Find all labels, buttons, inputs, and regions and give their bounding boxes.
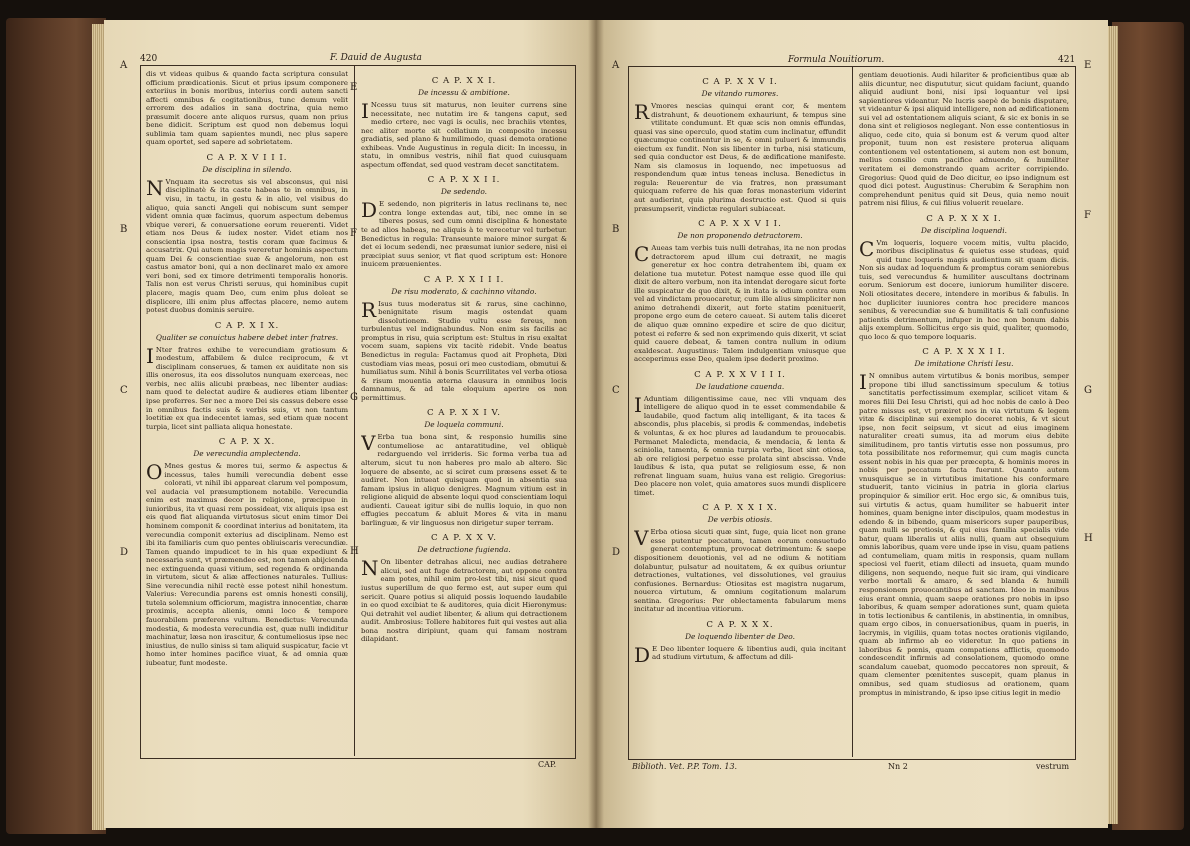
left-margin-letter-b: B xyxy=(120,224,128,235)
chapter-heading: C A P. X X V I I I. xyxy=(694,369,786,380)
paragraph-text: N omnibus autem virtutibus & bonis moribus, semper propone tibi illud sanctissimum speculum & totius sanctitatis perfectissimum exemplar, scilicet vitam & mores filii Dei Iesu Christi, qui ad hoc nobis de cælo à Deo patre missus est, vt præiret nos in via virtutum & legem vitæ & disciplinæ sui exemplo doceret nobis, & vt sicut ipse, non fecit seipsum, vt sicut ad eius imaginem naturaliter creati sumus, ita ad morum eius debite similitudinem, pro tantis virtutis esse non possumus, pro tota possibilitate nos reformemur, qui cum magis cuncta essent nobis in his quæ per præcepta, & hominis mores in nobis per peccatum facta fuerunt. Quanto autem vnusquisque se in virtutibus imitatione his conformare studuerit, tanto vicinius in patria in gloria clarius propinquior & similior erit. Hoc ergo sic, & omnibus tuis, sui virtutis & actus, quam humiliter se habuerit inter homines, quam benigne inter discipulos, quam modestus in edendo & in bibendo, quam misericors super pauperibus, quam nulli se pretiosis, & qui eius familia specialis vide batur, quam liberalis ut aliis nulli, quam aut obsequium omnis laboribus, quam vere unde ipse in visu, quam patiens ad contumeliam, quam mitis in responsis, quam nullam speciosi vel fuerit, etiam dilecti ad insueta, quam mundo diligens, non sequendo, neque fuit sic iram, qui vindicare verbo mortali & amaro, & sed blanda & humili responsionem prouocantibus ad sanctam. Ideo in manibus eius erant omnia, quam saepe orationes pro nobis in ipso laboribus, & quam semper adorationes sunt, quam quieta in totis lectionibus & cantilenis, in abstinentia, in omnibus, quam ergo cibos, in conuersationibus, quam in pueris, in lacrymis, in vigiliis, quam totas noctes orationis vigilando, quam ab infirmo ab eo videretur. In quo patiens in laboribus & pœnis, quam compatiens afflictis, quomodo condescendit infirmis ad consolationem, quomodo omne scandalum cauebat, quomodo peccatores non spreuit, & quam clementer pœnitentes suscepit, quam planus in omnibus, sed quam studiosus ad orationem, quam promptus in ministrando, & ipso ipse citius legit in medio xyxy=(859,372,1069,697)
initial-letter: D xyxy=(634,642,651,667)
chapter-subtitle: De non proponendo detractorem. xyxy=(677,231,803,241)
chapter-heading: C A P. X X I I. xyxy=(427,175,501,186)
chapter-subtitle: De loquendo libenter de Deo. xyxy=(685,631,795,641)
initial-letter: I xyxy=(361,99,369,123)
book-gutter xyxy=(588,20,604,828)
right-margin-letter-b: B xyxy=(612,224,620,235)
right-page xyxy=(596,20,1108,828)
right-footer-note: Biblioth. Vet. P.P. Tom. 13. xyxy=(632,762,738,771)
chapter-subtitle: De incessu & ambitione. xyxy=(418,88,510,97)
left-column-2 xyxy=(361,70,567,754)
chapter-subtitle: De loquela communi. xyxy=(424,420,504,430)
left-page xyxy=(104,20,596,828)
chapter-subtitle: De laudatione cauenda. xyxy=(695,381,785,391)
paragraph xyxy=(634,528,846,613)
paragraph-text: Ncessu tuus sit maturus, non leuiter currens sine necessitate, nec nutatim ire & tangens caput, sed medio crtere, nec vagi is oculis, nec brachiis vtentes, nec aliter morte sit collatium in composito incessu gradiatis, sed plano & humilimodo, quasi demota oratione exhibeas. Vnde Augustinus in regula dicit: In incessu, in statu, in omnibus vestris, nihil fiat quod cuiusquam aspectum offendat, sed quod vestram decet sanctitatem. xyxy=(361,101,567,169)
right-margin-letter-h: H xyxy=(1084,533,1093,544)
paragraph xyxy=(859,71,1069,208)
initial-letter: N xyxy=(146,175,164,200)
paragraph xyxy=(146,343,348,431)
chapter-heading: C A P. X X V I. xyxy=(702,77,778,87)
right-margin-letter-g: G xyxy=(1084,385,1092,396)
initial-letter: I xyxy=(634,392,642,417)
chapter-subtitle: De verecundia amplectenda. xyxy=(193,449,301,459)
left-column-rule xyxy=(354,66,355,756)
paragraph-text: E Deo libenter loquere & libentius audi, quia incitant ad studium virtutum, & affectum ad dili- xyxy=(652,644,846,662)
left-running-head: F. Dauid de Augusta xyxy=(330,53,422,63)
left-column-1 xyxy=(146,70,348,754)
initial-letter: C xyxy=(859,236,875,261)
chapter-subtitle: De detractione fugienda. xyxy=(417,545,511,555)
paragraph xyxy=(361,558,567,643)
chapter-heading: C A P. X X V. xyxy=(431,533,497,544)
paragraph-text: Nter fratres exhibe te verecundiam gratiosum & modestum, affabilem & dulce reciprocum, & vt disciplinam conserues, & tamen ex auiditate non sis illis onerosus, ita eos dissolutos nunquam exerceas, nec verbis, nec aliis alicubi præbeas, nec libenter audias: nam quod te delectat audire & audieres etiam libenter ipse proferres. Ser nec a more Dei sis cassus debere esse in omnibus factis suis & verbis suis, vt non tantum loetitiæ ex qua indecentet iamas, sed etiam quæ nocent turpia, licet sint palliata aliqua honestate. xyxy=(146,345,348,431)
chapter-heading: C A P. X V I I I. xyxy=(206,152,288,163)
right-cover-edge xyxy=(1112,22,1184,830)
initial-letter: N xyxy=(361,556,379,581)
initial-letter: V xyxy=(634,526,649,551)
right-page-number: 421 xyxy=(1058,55,1076,65)
paragraph-text: dis vt videas quibus & quando facta scriptura consulat officium prædicationis. Sicut et prius ipsum componere exteriius in bonis moribus, interius cordi autem sancti affecti omnibus & cogitationibus, tunc demum velit errorem des adalios in sana doctrina, quia nemo præsumit docere ante aliquos rursus, quam non prius bene didicit. Scriptum est quod non debemus loqui sublimia tam quam sapientes mundi, nec plus sapere quam oportet, sed sapere ad sobrietatem. xyxy=(146,70,348,147)
initial-letter: R xyxy=(361,297,377,322)
paragraph xyxy=(634,392,846,498)
chapter-subtitle: De vitando rumores. xyxy=(701,89,779,98)
paragraph-text: Mnes gestus & mores tui, sermo & aspectus & incessus, tales humili verecundia debent esse colorati, vt nihil ibi appareat clarum vel pomposum, vel audacia vel præsumptionem notabile. Verecundia enim est maximus decor in religione, præcipue in iunioribus, ita vt quasi rem possideat, vix aliquis ipsa est eis quod fiat aliquanda virtutosus sicut enim timor Dei hominem componit & coordinat interius ad bonitatem, ita verecundia componit exterius ad disciplinam. Nemo est ibi ita familiaris cum quo pentes obliuiscaris verecundiæ. Tamen quando impudicet te in his quæ expediunt & necessaria sunt, vt præmendeo est, non tamen abijcienda nec extinguenda quasi vitium, sed regenda & ordinanda in virtutem, sicut & aliæ affectiones naturales. Tullius: Sine verecundia nihil rectè esse potest nihil honestum. Valerius: Verecundia parens est omnis honesti consilij, tutela solemnium officiorum, magistra innocentiæ, charæ proximis, accepta alienis, omni loco & tempore fauorabilem præferens vultum. Benedictus: Verecunda modestia, & modesta verecundia est, quæ nulli indiditur machinatur, læsa non irascitur, & contumeliosus ipse nec iniustius, de nullo siniss si tam aliquid suspicatur, facie vt homo inter homines pacifice viuat, & ad omnia quæ iubeatur, funt modeste. xyxy=(146,462,348,667)
chapter-subtitle: De disciplina loquendi. xyxy=(921,225,1007,235)
paragraph-text: E sedendo, non pigriteris in latus reclinans te, nec contra longe extendas aut, tibi, nec omne in se tiberes posus, sed cum omni disciplina & honestate te ad alios habeas, ne aliquis à te verecetur vel turbetur. Benedictus in regula: Transeunte maiore minor surgat & det ei locum sedendi, nec præsumat iunior sedere, nisi ei præcipiat suus senior, vt fiat quod scriptum est: Honore inuicem præuenientes. xyxy=(361,200,567,269)
left-mid-letter-e: E xyxy=(350,82,358,93)
paragraph-text: Erba tua bona sint, & responsio humilis sine contumeliose ac antaratitudine, vel obliquè redarguendo vel irrideris. Sic forma verba tua ad alterum, sicut tu non haberes pro malo ab altero. Sic loquere de absente, ac si sciret cum præsens esset & te audiret. Non intueat quisquam quod in absentia sua famam ipsius in aliquo denigres. Magnum vitium est in religione aliquid de absente loqui quod conscientiam loqui audienti. Caueat igitur sibi de nullis loquio, in quo non effugies peccatum & abluit Mores & vita in manu barlinguæ, & vir linguosus non dirigetur super terram. xyxy=(361,433,567,527)
chapter-heading: C A P. X X I. xyxy=(431,76,497,86)
chapter-subtitle: De risu moderato, & cachinno vitando. xyxy=(391,286,537,296)
right-column-rule xyxy=(852,67,853,757)
paragraph xyxy=(634,244,846,364)
initial-letter: V xyxy=(361,431,376,456)
left-mid-letter-g: G xyxy=(350,392,358,403)
chapter-heading: C A P. X X V I I. xyxy=(698,219,782,230)
paragraph-text: On libenter detrahas alicui, nec audias detrahere alicui, sed aut fuge detractorem, aut oppone contra eam potes, nihil enim pro-lest tibi, nisi sicut quod iustus superillum de quo fermo est, aut super eum qui sericit. Quare potius si aliquid possis loquendo laudabile in eo quod excibiat te & auditores, quia dicit Hieronymus: Qui detrahit vel audiet libenter, & alium qui detractionem audit. Ambrosius: Tollere habitores fuit qui vestes aut alia bona nostra diripiunt, quam qui famam nostram dilapidant. xyxy=(361,558,567,644)
chapter-heading: C A P. X X X I I. xyxy=(922,347,1006,358)
paragraph-text: Erba otiosa sicuti quæ sint, fuge, quia licet non grane esse putentur peccatum, tamen eorum consuetudo generat contemptum, provocat detrimentum: & saepe dispositionem deuotionis, vel ad ne odium & notitiam dolabuntur, pulsatur ad nouitatem, & ex quibus oriuntur detractiones, vultationes, vel dissolutiones, vel grauius confusiones. Bernardus: Otiositas est magistra nugarum, nouerca virtutum, & omnium cogitationum malarum sentina. Gregorius: Per oblectamenta fabularum mens incitatur ad incentiua vitiorum. xyxy=(634,528,846,614)
paragraph xyxy=(634,642,846,667)
paragraph-text: Vm loqueris, loquere vocem mitis, vultu placido, moribus disciplinatus & quietus esse studeas, quid quid tunc loqueris magis audientium sit quam dicis. Non sis audax ad loquendum & promptus coram seniorebus tuis, sed verecundus & humiliter auscultans doctrinam eorum. Seniorum est docere, iuniorum humiliter discere. Noli otiositates decere, intendere in moribus & fabulis. In hoc dupliciter iuuniores contra hoc precidere mancos senibus, & verecundiæ sue & humilitatis & tali confusione patientis detrimentum, infuper in hoc non bonum dabis alijs exemplum. Sollicitus ergo sis quid, qualiter, quomodo, quo loco & quo tempore loquaris. xyxy=(859,238,1069,341)
chapter-heading: C A P. X X X. xyxy=(706,619,774,630)
paragraph-text: Vnquam ita secretus sis vel absconsus, qui nisi disciplinatè & ita caste habeas te in omnibus, in visu, in tactu, in gestu & in alio, vel visibus do aliquo, quia sancti Angeli qui nobiscum sunt semper vident omnia quæ facimus, quorum aspectum debemus vbique vereri, & conuersatione eorum reuerenti. Videt etiam nos Deus & iudex noster. Videt etiam nos conscientia ipsa nostra, testis coram quæ facimus & accusatrix. Qui autem magis vereretur hominis aspectum quam Dei & conscientiae suæ & angelorum, non est castus amator boni, qui a non declinaret malo ex amore veri boni, sed ex timore detrimenti temporalis honoris. Talis non est verus Christi seruus, qui hominibus cupit placere, magis quam Deo, cum enim plus doleat se displicere, illi enim plus affectas placere, nemo autem potest duobus dominis seruire. xyxy=(146,177,348,315)
paragraph xyxy=(634,102,846,213)
chapter-heading: C A P. X X I V. xyxy=(426,408,501,419)
paragraph xyxy=(859,236,1069,342)
right-catchword: vestrum xyxy=(1036,762,1070,771)
paragraph xyxy=(361,297,567,403)
paragraph-text: Aduntiam diligentissime caue, nec vlli vnquam des intelligere de aliquo quod in te esset commendabile & laudabile, quod factum aliq intelligant, & ita taces & abscondis, plus placebis, si prodis & commendas, indebetis & voluntas, & ex hoc plures ad laudandum te prouocabis. Permanet Maledicta, mendacia, & mendacia, & lenta & sciniolia, tamenta, & omnia turpia verba, licet sint otiosa, ab ore religiosi perpetuo esse prolata sint abscissa. Vnde laudibus & ista, qua putat se religiosum esse, & non refrenat linguam suam, huius vana est religio. Gregorius: Deo placere non volet, quia amatores suos mundi displicere timet. xyxy=(634,394,846,497)
chapter-heading: C A P. X X X I. xyxy=(926,213,1002,224)
right-column-2 xyxy=(859,71,1069,755)
left-mid-letter-h: H xyxy=(350,546,359,557)
paragraph xyxy=(859,372,1069,697)
left-margin-letter-a: A xyxy=(120,60,128,71)
right-margin-letter-d: D xyxy=(612,547,621,558)
chapter-subtitle: De verbis otiosis. xyxy=(707,515,773,525)
paragraph xyxy=(146,70,348,147)
paragraph-text: Vmores nescias quinqui erant cor, & mentem distrahunt, & deuotionem exhauriunt, & tempus sine vtilitate condumunt. Et quæ scis non omnis effundas, quasi vas sine operculo, quod statim cum inclinatur, effundit quæcumque continentur in se, & omni pulueri & immundis eiectum ex fundit. Non sis libenter in turba, nisi staticum, sed quia conductor est Deus, & de ædificatione manifeste. Nam sis clamosus in loquendo, nec impetuosus ad respondendum quæ intus teneas inclusa. Benedictus in regula: Reuerentur de via fratres, non præsumant quicquam referre de his quæ foras monasterium viderint aut audierint, quia plurima destructio est. Quod si quis præsumpserit, vindictæ regulari subiaceat. xyxy=(634,102,846,213)
initial-letter: I xyxy=(146,343,154,368)
paragraph xyxy=(361,433,567,527)
paragraph-text: Aueas tam verbis tuis nulli detrahas, ita ne non prodas detractorem apud illum cui detraxit, ne magis generetur ex hoc contra detrahentem ibi, quam ex delatione tua mutetur. Potest namque esse quod ille qui dixit de altero verbum, non ita intendat derogare sicut forte ille suspicatur de quo dixit, & in itata is odium contra eum vel ad vindictam prouocaretur, cum ille alius simpliciter non animo detrahendi dixerit, aut forte statim pœnituerit, propone ergo eum de cetero caueat. Si autem talis diceret de aliquo quæ omnino expedire et scire de quo dicitur, potest ei referre & sed non exprimendo quis dixerit, vt sciat quid cauere debeat, & tamen contra nullum in odium exaldescat. Augustinus: Talem indulgentiam vniusque que acceperimus esse Deo, qualem ipse dederit proximo. xyxy=(634,244,846,364)
paragraph xyxy=(146,175,348,315)
paragraph xyxy=(146,462,348,667)
left-margin-letter-c: C xyxy=(120,385,128,396)
chapter-heading: C A P. X I X. xyxy=(214,320,280,331)
left-page-number: 420 xyxy=(140,54,158,64)
signature-mark: Nn 2 xyxy=(888,762,908,771)
right-column-1 xyxy=(634,71,846,755)
paragraph-text: Isus tuus moderatus sit & rarus, sine cachinno, benignitate risum magis ostendat quam dissolutionem. Studio vultu esse fereus, non turbulentus vel indignabundus. Non enim sis facilis ac promptus in risu, quia scriptum est: Stultus in risu exaltat vocem suam, sapiens vix tacitè ridebit. Vnde beatus Benedictus in regula: Factamus quod ait Propheta, Dixi custodiam vias meas, posui ori meo custodiam, obmutui & humiliatus sum. Nihil à bonis Scurrilitates vel verba otiosa & risum mouentia æterna clausura in omnibus locis damnamus, & ad tale eloquium aperire os non permittimus. xyxy=(361,299,567,402)
initial-letter: I xyxy=(859,370,867,395)
initial-letter: D xyxy=(361,198,378,223)
initial-letter: C xyxy=(634,242,650,267)
chapter-heading: C A P. X X I I I. xyxy=(423,274,505,285)
right-margin-letter-a: A xyxy=(612,60,620,71)
chapter-subtitle: De disciplina in silendo. xyxy=(202,164,292,174)
right-margin-letter-c: C xyxy=(612,385,620,396)
right-margin-letter-f: F xyxy=(1084,210,1091,221)
initial-letter: O xyxy=(146,460,163,485)
initial-letter: R xyxy=(634,100,650,124)
paragraph xyxy=(361,101,567,169)
chapter-heading: C A P. X X. xyxy=(218,437,276,448)
paragraph xyxy=(361,200,567,268)
left-margin-letter-d: D xyxy=(120,547,129,558)
paragraph-text: gentiam deuotionis. Audi hilariter & proficientibus quæ ab aliis dicuntur, nec dispututur, sicut quidam faciunt, quando aliquid audiunt boni, nisi ipsi loquantur vel ipsi sapientiores videantur. Ne lucris saepè de bonis disputare, vt videantur & ipsi aliquid intelligere, non ad ædificationem sui vel ad ostentationem aliquis sciant, & sic ex bonis in se dona sint et religiosos neglegant. Non esse contentiosus in aliquo, cede cito, quia si bonum est & verum quod alter proponit, tuum non est resistere proterua aliquam contentionem vel ostentationem, si autem non est bonum, melius consilio cum pacifice adnuendo, & humiliter veritatem ei demonstrando quam acriter corripiendo. Gregorius: Quod quid de Deo dicitur, eo ipso indignum est quod dici potest. Augustinus: Cherubim & Seraphim non comprehendunt penitus quid sit Deus, quia nemo nouit patrem nisi filius, & cui filius voluerit reuelare. xyxy=(859,71,1069,208)
chapter-subtitle: Qualiter se conuictus habere debet inter fratres. xyxy=(155,332,339,342)
chapter-subtitle: De imitatione Christi Iesu. xyxy=(914,359,1014,369)
right-running-head: Formula Nouitiorum. xyxy=(788,55,885,65)
right-margin-letter-e: E xyxy=(1084,60,1092,71)
left-cover-edge xyxy=(6,18,106,834)
chapter-heading: C A P. X X I X. xyxy=(702,503,778,514)
left-mid-letter-f: F xyxy=(350,228,357,239)
left-catchword: CAP. xyxy=(538,760,557,769)
chapter-subtitle: De sedendo. xyxy=(440,187,488,197)
